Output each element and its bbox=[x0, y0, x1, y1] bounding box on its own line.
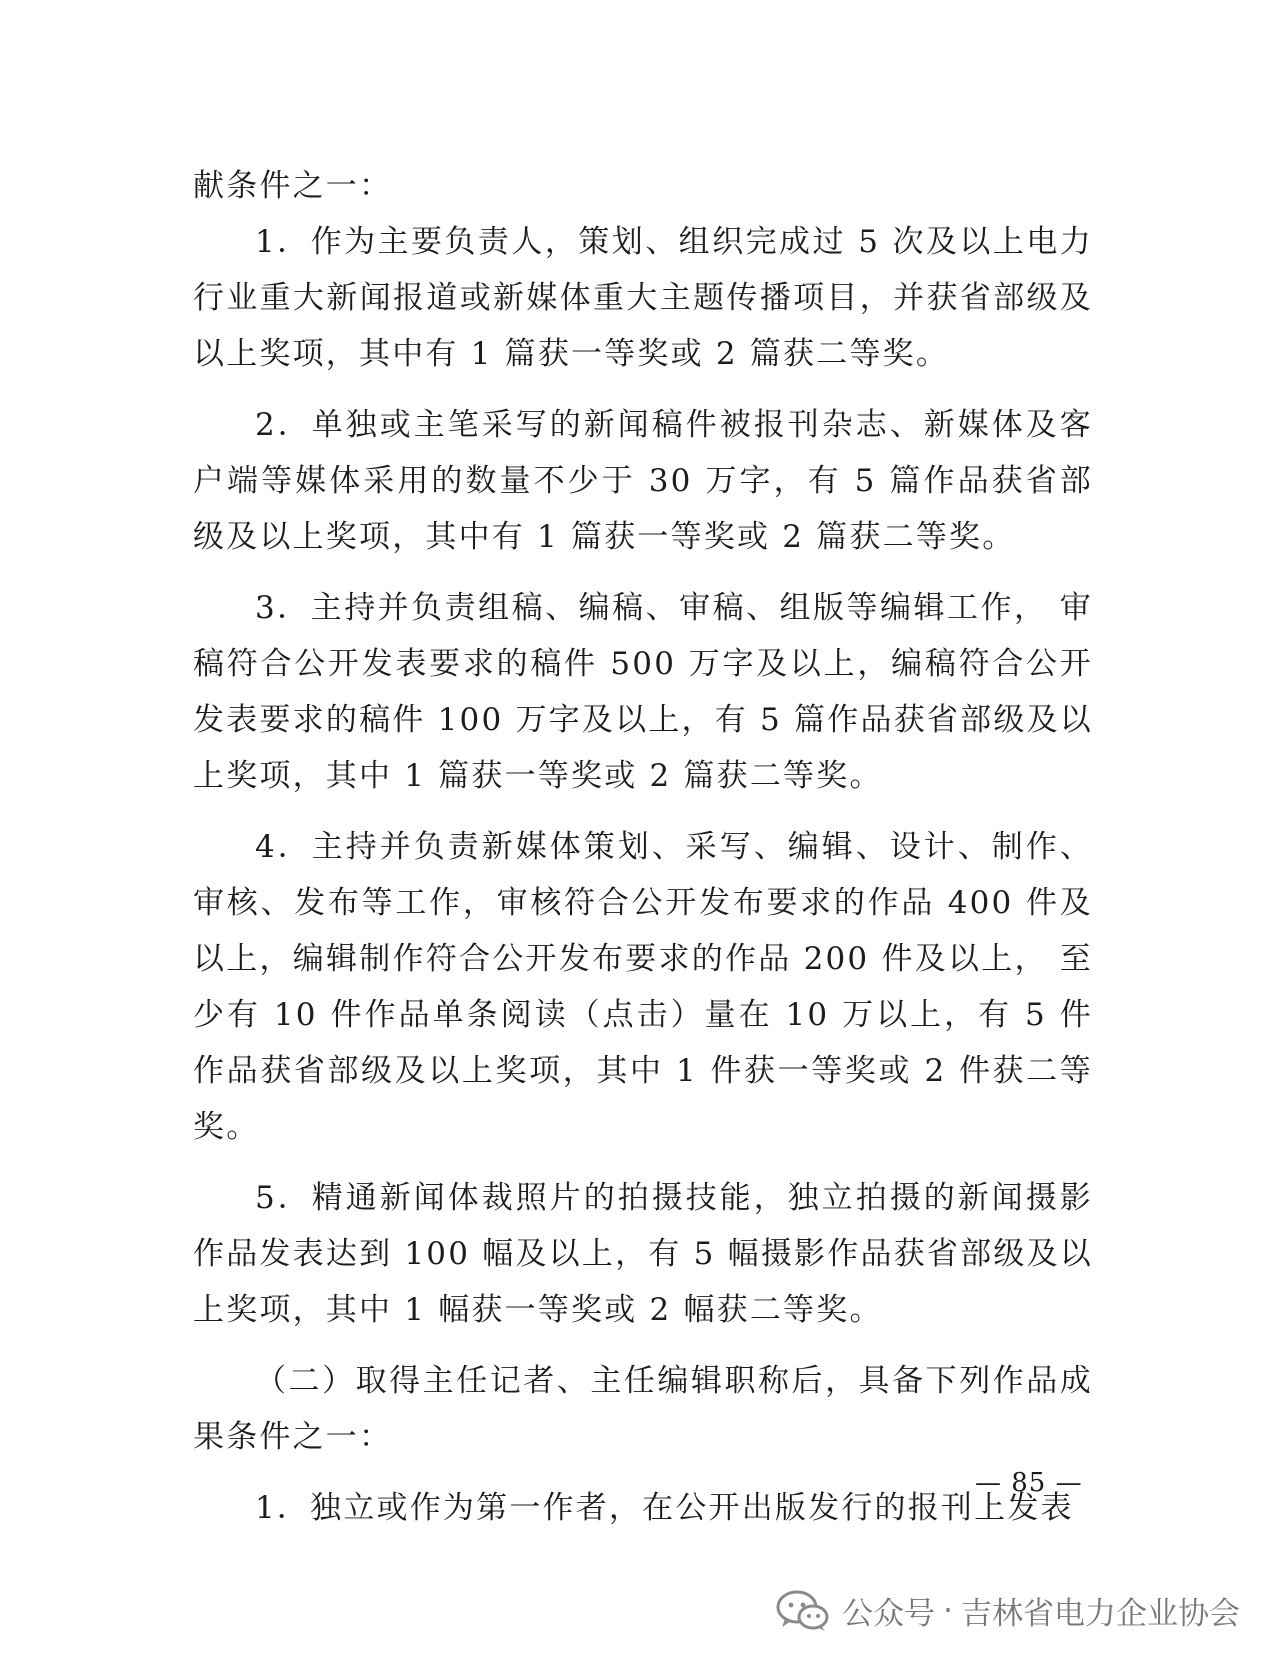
paragraph-item-2: 2．单独或主笔采写的新闻稿件被报刊杂志、新媒体及客户端等媒体采用的数量不少于 30 万字，有 5 篇作品获省部级及以上奖项，其中有 1 篇获一等奖或 2 篇获二等奖。 bbox=[193, 407, 1093, 555]
paragraph-item-5: 5．精通新闻体裁照片的拍摄技能，独立拍摄的新闻摄影作品发表达到 100 幅及以上，有 5 幅摄影作品获省部级及以上奖项，其中 1 幅获一等奖或 2 幅获二等奖。 bbox=[193, 1180, 1093, 1328]
page-number: — 85 — bbox=[975, 1468, 1083, 1498]
watermark-account: 吉林省电力企业协会 bbox=[961, 1596, 1240, 1632]
document-body bbox=[193, 158, 1093, 1536]
watermark-separator: · bbox=[943, 1592, 953, 1629]
paragraph-item-4: 4．主持并负责新媒体策划、采写、编辑、设计、制作、审核、发布等工作，审核符合公开发布要求的作品 400 件及以上，编辑制作符合公开发布要求的作品 200 件及以上， 至少有 10 件作品单条阅读（点击）量在 10 万以上，有 5 件作品获省部级及以上奖项，其中 1 件获一等奖或 2 件获二等奖。 bbox=[193, 829, 1093, 1145]
paragraph-item-3: 3．主持并负责组稿、编稿、审稿、组版等编辑工作， 审稿符合公开发表要求的稿件 500 万字及以上，编稿符合公开发表要求的稿件 100 万字及以上，有 5 篇作品获省部级及以上奖项，其中 1 篇获一等奖或 2 篇获二等奖。 bbox=[193, 590, 1093, 794]
paragraph-item-1: 1．作为主要负责人，策划、组织完成过 5 次及以上电力行业重大新闻报道或新媒体重大主题传播项目，并获省部级及以上奖项，其中有 1 篇获一等奖或 2 篇获二等奖。 bbox=[193, 224, 1093, 372]
watermark-prefix: 公众号 bbox=[842, 1596, 936, 1632]
paragraph-section-2: （二）取得主任记者、主任编辑职称后，具备下列作品成果条件之一： bbox=[193, 1363, 1093, 1455]
paragraph-continuation: 献条件之一： bbox=[193, 168, 393, 204]
watermark bbox=[776, 1588, 1240, 1633]
paragraph-section-2-item-1: 1．独立或作为第一作者，在公开出版发行的报刊上发表 bbox=[255, 1490, 1074, 1526]
wechat-icon bbox=[776, 1590, 830, 1632]
